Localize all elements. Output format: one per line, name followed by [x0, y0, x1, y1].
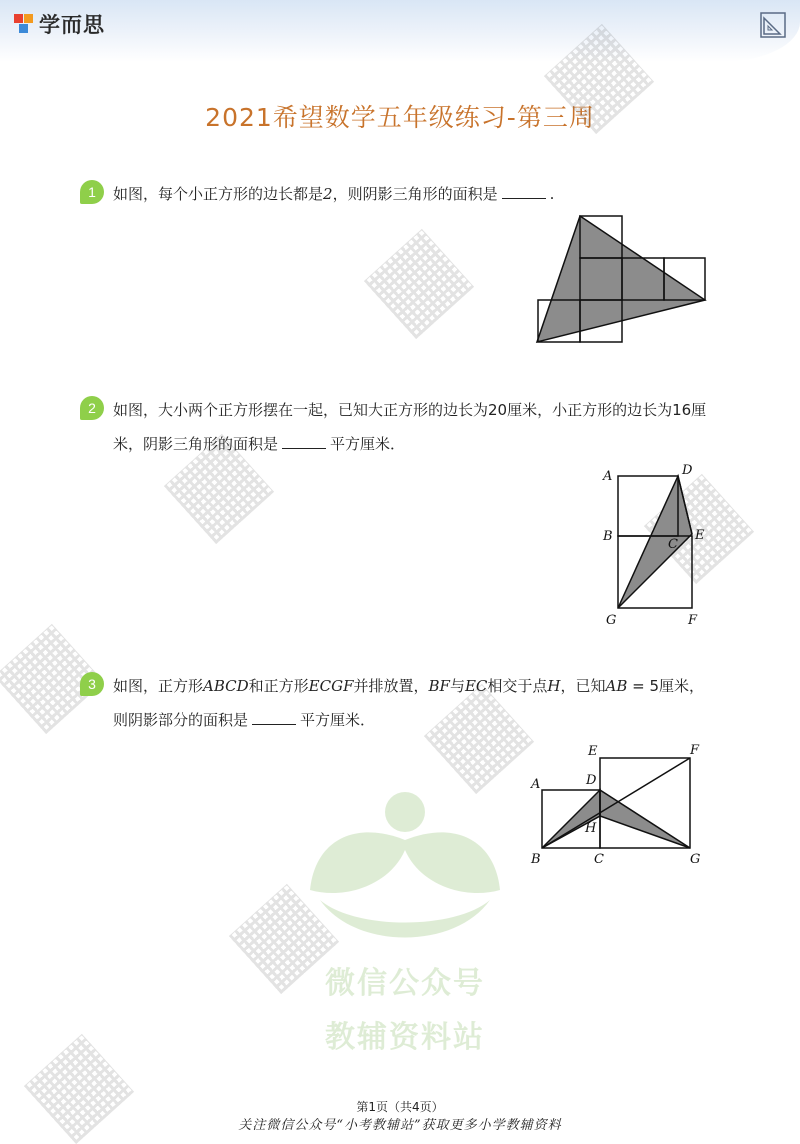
qr-watermark — [229, 884, 339, 994]
label-C: C — [668, 537, 678, 552]
label-B: B — [603, 529, 613, 544]
label-G: G — [606, 613, 617, 628]
question-3-figure — [528, 740, 708, 868]
watermark-logo — [295, 780, 515, 1060]
answer-blank — [502, 184, 546, 199]
brand-name: 学而思 — [39, 13, 105, 37]
answer-blank — [282, 434, 326, 449]
ruler-triangle-icon — [760, 12, 786, 38]
qr-watermark — [364, 229, 474, 339]
label-F: F — [688, 613, 698, 628]
page-title: 2021希望数学五年级练习-第三周 — [205, 103, 595, 132]
watermark-text-2: 教辅资料站 — [325, 1020, 485, 1055]
question-2-text-line-1: 如图，大小两个正方形摆在一起，已知大正方形的边长为20厘米，小正方形的边长为16厘 — [113, 401, 707, 419]
sprout-icon — [295, 780, 515, 960]
brand-logo — [14, 9, 105, 39]
question-1-text: 如图，每个小正方形的边长都是2，则阴影三角形的面积是 . — [113, 185, 555, 203]
question-3-text-line-1: 如图，正方形ABCD和正方形ECGF并排放置，BF与EC相交于点H，已知AB = 5厘米， — [113, 677, 705, 695]
label-C: C — [594, 852, 604, 867]
question-2-figure — [598, 460, 708, 628]
label-D: D — [586, 773, 597, 788]
label-E: E — [695, 528, 705, 543]
footer-note: 关注微信公众号“小考教辅站”获取更多小学教辅资料 — [238, 1118, 562, 1133]
brand-mark-icon — [14, 12, 36, 36]
question-3-badge: 3 — [80, 672, 104, 696]
question-3-text-line-2: 则阴影部分的面积是 平方厘米． — [113, 711, 376, 729]
question-1-badge: 1 — [80, 180, 104, 204]
answer-blank — [252, 710, 296, 725]
label-E: E — [588, 744, 598, 759]
header-band — [0, 0, 800, 62]
label-F: F — [690, 743, 700, 758]
label-A: A — [531, 777, 541, 792]
label-B: B — [531, 852, 541, 867]
question-2-text-line-2: 米，阴影三角形的面积是 平方厘米． — [113, 435, 406, 453]
label-H: H — [585, 821, 597, 836]
label-G: G — [690, 852, 701, 867]
question-1-figure — [535, 214, 707, 346]
page-number: 第1页（共4页） — [356, 1100, 444, 1114]
watermark-text-1: 微信公众号 — [325, 966, 485, 1001]
label-D: D — [682, 463, 693, 478]
question-2-badge: 2 — [80, 396, 104, 420]
label-A: A — [603, 469, 613, 484]
